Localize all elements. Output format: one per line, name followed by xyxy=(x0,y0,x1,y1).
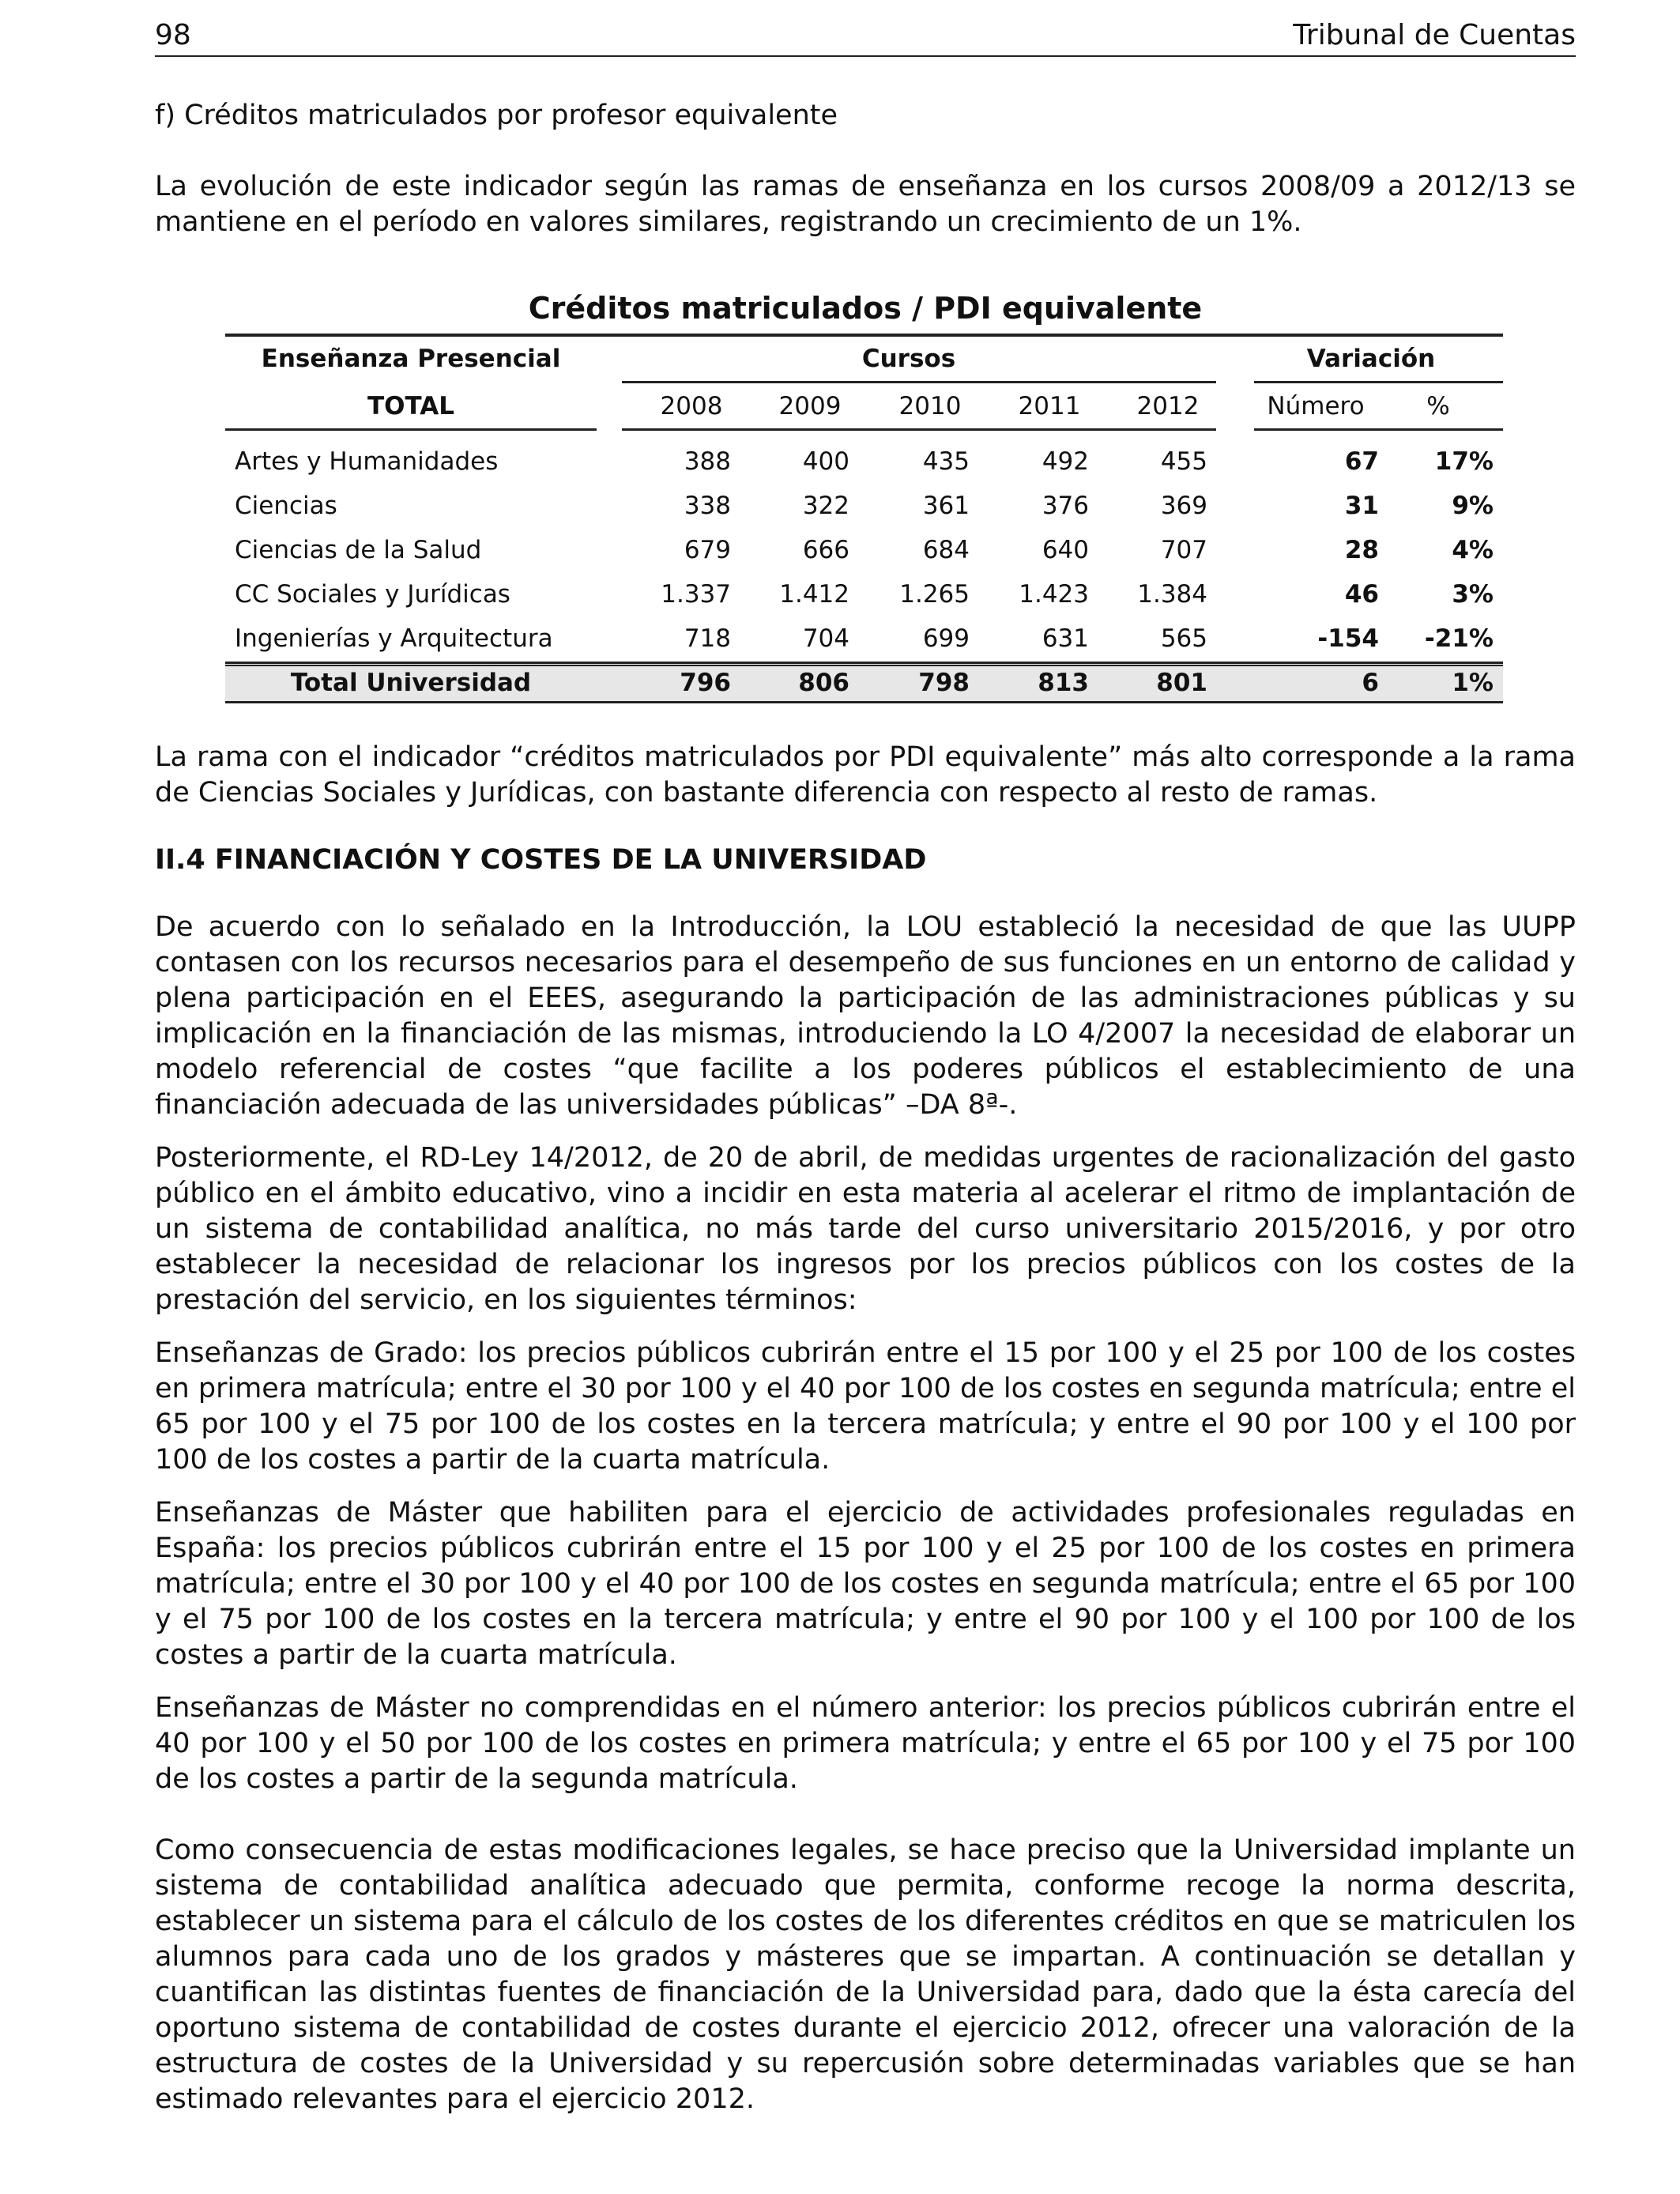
section-paragraph-2: Posteriormente, el RD-Ley 14/2012, de 20 de abril, de medidas urgentes de racionalización del gasto público en el ámbito educativo, vino a incidir en esta materia al acelerar el ritmo de implantación de un sistema de contabilidad analítica, no más tarde del curso universitario 2015/2016, y por otro establecer la necesidad de relacionar los ingresos por los precios públicos con los costes de la prestación del servicio, en los siguientes términos: xyxy=(155,1142,1576,1316)
page-header xyxy=(155,16,1576,57)
row-value: 376 xyxy=(1042,492,1089,520)
row-variation-percent: 4% xyxy=(1452,536,1494,564)
total-value: 813 xyxy=(1038,669,1089,697)
total-value: 796 xyxy=(680,669,731,697)
courses-rule xyxy=(622,381,1216,383)
total-value: 806 xyxy=(798,669,849,697)
branch-rule xyxy=(225,428,597,431)
row-value: 640 xyxy=(1042,536,1089,564)
row-value: 679 xyxy=(684,536,731,564)
header-courses: Cursos xyxy=(861,345,956,373)
row-value: 1.265 xyxy=(899,580,970,609)
section-title: II.4 FINANCIACIÓN Y COSTES DE LA UNIVERSIDAD xyxy=(155,844,927,876)
variation-rule xyxy=(1254,381,1503,383)
row-value: 1.423 xyxy=(1019,580,1089,609)
data-table xyxy=(225,334,1503,705)
section-paragraph-6: Como consecuencia de estas modificaciones legales, se hace preciso que la Universidad implante un sistema de contabilidad analítica adecuado que permita, conforme recoge la norma descrita, establecer un sistema para el cálculo de los costes de los diferentes créditos en que se matriculen los alumnos para cada uno de los grados y másteres que se impartan. A continuación se detallan y cuantifican las distintas fuentes de financiación de la Universidad para, dado que la ésta carecía del oportuno sistema de contabilidad de costes durante el ejercicio 2012, ofrecer una valoración de la estructura de costes de la Universidad y su repercusión sobre determinadas variables que se han estimado relevantes para el ejercicio 2012. xyxy=(155,1834,1576,2115)
row-value: 400 xyxy=(802,447,849,476)
row-value: 699 xyxy=(922,624,970,653)
header-total: TOTAL xyxy=(367,392,454,420)
row-label: Artes y Humanidades xyxy=(235,447,499,476)
row-value: 492 xyxy=(1042,447,1089,476)
total-row-rule xyxy=(225,665,1503,666)
row-label: Ingenierías y Arquitectura xyxy=(235,624,553,653)
header-branch: Enseñanza Presencial xyxy=(261,345,561,373)
row-value: 718 xyxy=(684,624,731,653)
section-paragraph-4: Enseñanzas de Máster que habiliten para el ejercicio de actividades profesionales reguladas en España: los precios públicos cubrirán entre el 15 por 100 y el 25 por 100 de los costes en primera matrícula; entre el 30 por 100 y el 40 por 100 de los costes en segunda matrícula; entre el 65 por 100 y el 75 por 100 de los costes en la tercera matrícula; y entre el 90 por 100 y el 100 por 100 de los costes a partir de la cuarta matrícula. xyxy=(155,1497,1576,1671)
row-value: 631 xyxy=(1042,624,1089,653)
row-variation-number: 46 xyxy=(1344,580,1379,609)
header-percent: % xyxy=(1426,392,1450,420)
total-variation-number: 6 xyxy=(1362,669,1379,697)
row-value: 435 xyxy=(922,447,970,476)
row-variation-number: 67 xyxy=(1344,447,1379,476)
total-row-rule xyxy=(225,701,1503,703)
row-value: 322 xyxy=(802,492,849,520)
row-label: Ciencias xyxy=(235,492,337,520)
year-2009: 2009 xyxy=(778,392,842,420)
total-value: 801 xyxy=(1156,669,1207,697)
row-value: 666 xyxy=(802,536,849,564)
row-value: 1.337 xyxy=(661,580,731,609)
row-value: 369 xyxy=(1160,492,1207,520)
row-label: CC Sociales y Jurídicas xyxy=(235,580,510,609)
row-variation-number: 28 xyxy=(1344,536,1379,564)
section-paragraph-5: Enseñanzas de Máster no comprendidas en el número anterior: los precios públicos cubrirán entre el 40 por 100 y el 50 por 100 de los costes en primera matrícula; y entre el 65 por 100 y el 75 por 100 de los costes a partir de la segunda matrícula. xyxy=(155,1692,1576,1795)
page-number: 98 xyxy=(155,19,191,51)
header-organization: Tribunal de Cuentas xyxy=(1293,19,1576,51)
table-top-rule-2 xyxy=(225,335,1503,337)
year-2008: 2008 xyxy=(660,392,723,420)
row-value: 361 xyxy=(922,492,970,520)
row-value: 338 xyxy=(684,492,731,520)
total-value: 798 xyxy=(918,669,970,697)
row-variation-number: -154 xyxy=(1317,624,1379,653)
total-label: Total Universidad xyxy=(290,669,532,697)
year-2011: 2011 xyxy=(1018,392,1081,420)
row-value: 455 xyxy=(1160,447,1207,476)
table-title: Créditos matriculados / PDI equivalente xyxy=(528,291,1203,326)
subheading: f) Créditos matriculados por profesor equivalente xyxy=(155,100,838,131)
row-value: 565 xyxy=(1160,624,1207,653)
row-value: 388 xyxy=(684,447,731,476)
year-2012: 2012 xyxy=(1136,392,1200,420)
header-variation: Variación xyxy=(1306,345,1436,373)
years-rule xyxy=(622,428,1216,431)
row-value: 1.412 xyxy=(779,580,849,609)
variation-bottom-rule xyxy=(1254,428,1503,431)
header-number: Número xyxy=(1267,392,1365,420)
row-label: Ciencias de la Salud xyxy=(235,536,482,564)
year-2010: 2010 xyxy=(898,392,962,420)
row-variation-percent: 17% xyxy=(1434,447,1494,476)
section-paragraph-1: De acuerdo con lo señalado en la Introducción, la LOU estableció la necesidad de que las UUPP contasen con los recursos necesarios para el desempeño de sus funciones en un entorno de calidad y plena participación en el EEES, asegurando la participación de las administraciones públicas y su implicación en la financiación de las mismas, introduciendo la LO 4/2007 la necesidad de elaborar un modelo referencial de costes “que facilite a los poderes públicos el establecimiento de una financiación adecuada de las universidades públicas” –DA 8ª-. xyxy=(155,911,1576,1121)
row-variation-number: 31 xyxy=(1344,492,1379,520)
row-value: 704 xyxy=(802,624,849,653)
total-row-rule xyxy=(225,662,1503,664)
after-table-paragraph: La rama con el indicador “créditos matriculados por PDI equivalente” más alto corresponde a la rama de Ciencias Sociales y Jurídicas, con bastante diferencia con respecto al resto de ramas. xyxy=(155,741,1576,809)
intro-paragraph: La evolución de este indicador según las ramas de enseñanza en los cursos 2008/09 a 2012/13 se mantiene en el período en valores similares, registrando un crecimiento de un 1%. xyxy=(155,171,1576,238)
row-value: 707 xyxy=(1160,536,1207,564)
page-content xyxy=(155,98,1576,2117)
section-paragraph-3: Enseñanzas de Grado: los precios públicos cubrirán entre el 15 por 100 y el 25 por 100 de los costes en primera matrícula; entre el 30 por 100 y el 40 por 100 de los costes en segunda matrícula; entre el 65 por 100 y el 75 por 100 de los costes en la tercera matrícula; y entre el 90 por 100 y el 100 por 100 de los costes a partir de la cuarta matrícula. xyxy=(155,1337,1576,1476)
row-variation-percent: 3% xyxy=(1452,580,1494,609)
row-value: 684 xyxy=(922,536,970,564)
total-variation-percent: 1% xyxy=(1452,669,1494,697)
row-value: 1.384 xyxy=(1137,580,1207,609)
row-variation-percent: -21% xyxy=(1424,624,1494,653)
row-variation-percent: 9% xyxy=(1452,492,1494,520)
